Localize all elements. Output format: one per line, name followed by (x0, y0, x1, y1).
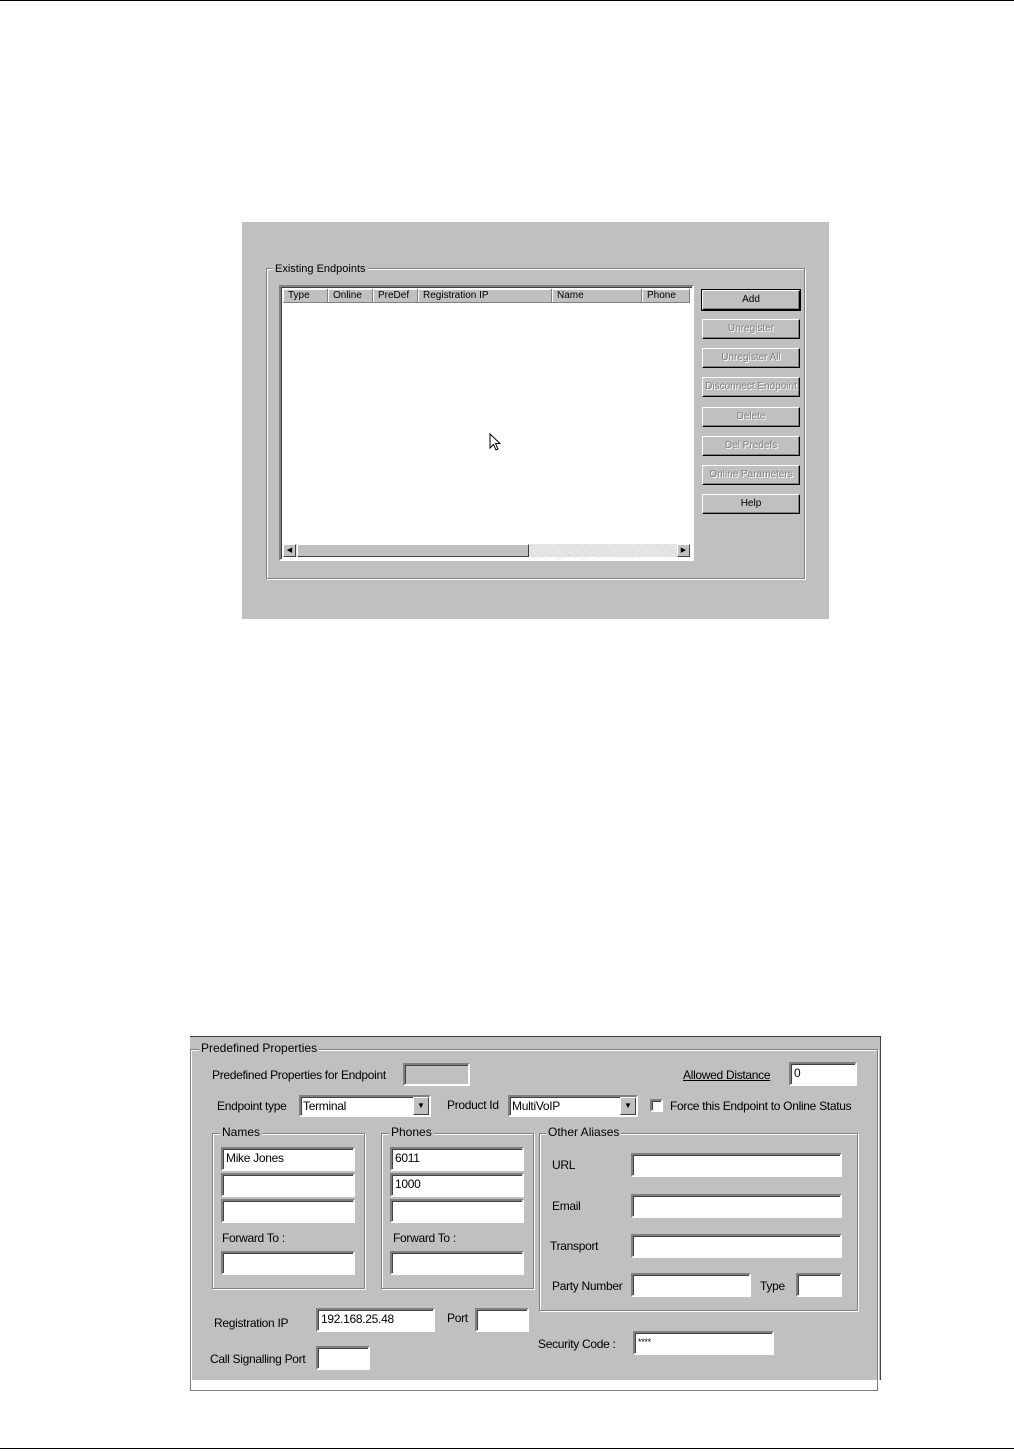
column-name[interactable]: Name (552, 289, 642, 303)
scroll-thumb[interactable] (297, 544, 529, 557)
column-online[interactable]: Online (328, 289, 373, 303)
port-label: Port (447, 1311, 468, 1325)
phone-field-3[interactable] (390, 1199, 524, 1223)
bottom-rule (0, 1448, 1014, 1449)
predefined-endpoint-field (403, 1063, 470, 1086)
phone-field-1[interactable]: 6011 (390, 1147, 524, 1171)
endpoint-type-value: Terminal (303, 1099, 346, 1113)
url-label: URL (552, 1158, 576, 1172)
column-registration-ip[interactable]: Registration IP (418, 289, 552, 303)
url-field[interactable] (631, 1153, 842, 1177)
names-title: Names (222, 1125, 261, 1139)
column-predef[interactable]: PreDef (373, 289, 418, 303)
allowed-distance-label-text: Allowed Distance (683, 1068, 771, 1082)
call-signalling-port-label: Call Signalling Port (210, 1352, 306, 1366)
unregister-button[interactable]: Unregister (702, 319, 800, 339)
force-online-checkbox[interactable] (650, 1099, 663, 1112)
endpoint-type-select[interactable] (299, 1095, 431, 1117)
registration-ip-field[interactable]: 192.168.25.48 (316, 1308, 435, 1332)
delete-button[interactable]: Delete (702, 407, 800, 427)
scroll-left-button[interactable]: ◀ (283, 544, 296, 557)
allowed-distance-field[interactable]: 0 (789, 1062, 857, 1086)
help-button[interactable]: Help (702, 494, 800, 514)
unregister-all-button[interactable]: Unregister All (702, 348, 800, 368)
names-forward-label: Forward To : (222, 1231, 285, 1245)
add-button[interactable]: Add (702, 290, 800, 310)
endpoints-list[interactable] (279, 285, 694, 561)
party-number-field[interactable] (631, 1273, 751, 1297)
product-id-select[interactable] (508, 1095, 638, 1117)
name-field-2[interactable] (221, 1173, 355, 1197)
phones-title: Phones (391, 1125, 432, 1139)
type-label: Type (760, 1279, 785, 1293)
email-label: Email (552, 1199, 581, 1213)
online-parameters-button[interactable]: Online Parameters (702, 465, 800, 485)
security-code-label: Security Code : (538, 1337, 616, 1351)
allowed-distance-label (683, 1068, 770, 1083)
email-field[interactable] (631, 1194, 842, 1218)
chevron-down-icon[interactable]: ▼ (413, 1097, 429, 1115)
existing-endpoints-title: Existing Endpoints (275, 263, 366, 275)
product-id-value: MultiVoIP (512, 1099, 560, 1113)
endpoint-type-label: Endpoint type (217, 1099, 287, 1113)
product-id-label: Product Id (447, 1098, 499, 1112)
disconnect-endpoint-button[interactable]: Disconnect Endpoint (702, 377, 800, 397)
horizontal-scrollbar[interactable] (283, 544, 690, 557)
port-field[interactable] (475, 1308, 529, 1332)
del-predefs-button[interactable]: Del Predefs (702, 436, 800, 456)
name-field-3[interactable] (221, 1199, 355, 1223)
names-forward-field[interactable] (221, 1251, 355, 1275)
other-aliases-title: Other Aliases (548, 1125, 620, 1139)
party-number-label: Party Number (552, 1279, 623, 1293)
column-phone[interactable]: Phone (642, 289, 690, 303)
predefined-endpoint-label: Predefined Properties for Endpoint (212, 1068, 386, 1082)
scroll-right-button[interactable]: ▶ (677, 544, 690, 557)
type-field[interactable] (796, 1273, 842, 1297)
chevron-down-icon[interactable]: ▼ (620, 1097, 636, 1115)
endpoints-dialog (242, 222, 829, 619)
security-code-field[interactable]: **** (633, 1331, 774, 1355)
predefined-properties-dialog (190, 1036, 881, 1380)
endpoints-list-header (283, 289, 690, 303)
phones-forward-label: Forward To : (393, 1231, 456, 1245)
transport-label: Transport (550, 1239, 599, 1253)
column-type[interactable]: Type (283, 289, 328, 303)
top-rule (0, 0, 1014, 1)
registration-ip-label: Registration IP (214, 1316, 289, 1330)
predefined-properties-title: Predefined Properties (201, 1041, 318, 1055)
transport-field[interactable] (631, 1234, 842, 1258)
phones-forward-field[interactable] (390, 1251, 524, 1275)
phone-field-2[interactable]: 1000 (390, 1173, 524, 1197)
mouse-pointer-icon (489, 433, 503, 453)
call-signalling-port-field[interactable] (316, 1346, 370, 1370)
force-online-label[interactable]: Force this Endpoint to Online Status (670, 1099, 852, 1113)
name-field-1[interactable]: Mike Jones (221, 1147, 355, 1171)
